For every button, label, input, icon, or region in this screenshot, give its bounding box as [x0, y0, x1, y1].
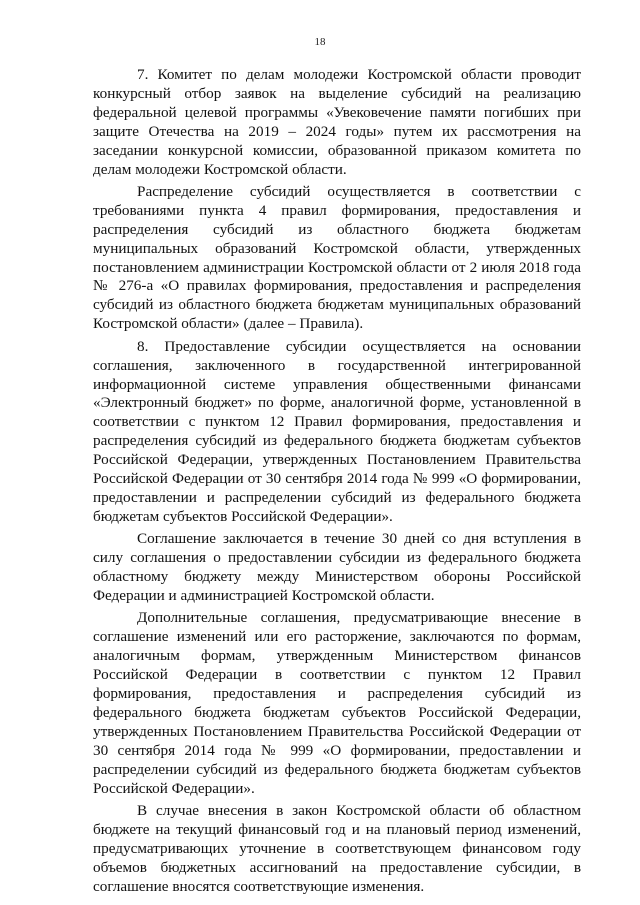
paragraph-agreement-term: Соглашение заключается в течение 30 дней со дня вступления в силу соглашения о предоставлении субсидии из федерального бюджета областному бюджету между Министерством обороны Российской Федерации и администрацией Костромской области.: [93, 530, 581, 604]
paragraph-distribution: Распределение субсидий осуществляется в соответствии с требованиями пункта 4 правил формирования, предоставления и распределения субсидий из областного бюджета бюджетам муниципальных образований Костромской области, утвержденных постановлением администрации Костромской области от 2 июля 2018 года № 276-а «О правилах формирования, предоставления и распределения субсидий из областного бюджета бюджетам муниципальных образований Костромской области» (далее – Правила).: [93, 182, 581, 333]
page-number: 18: [314, 36, 326, 48]
paragraph-additional-agreements: Дополнительные соглашения, предусматривающие внесение в соглашение изменений или его расторжение, заключаются по формам, аналогичным формам, утвержденным Министерством финансов Российской Федерации в соответствии с пунктом 12 Правил формирования, предоставления и распределения субсидий из федерального бюджета бюджетам субъектов Российской Федерации, утвержденных Постановлением Правительства Российской Федерации от 30 сентября 2014 года № 999 «О формировании, предоставлении и распределении субсидий из федерального бюджета бюджетам субъектов Российской Федерации».: [93, 609, 581, 797]
paragraph-budget-changes: В случае внесения в закон Костромской области об областном бюджете на текущий финансовый год и на плановый период изменений, предусматривающих уточнение в соответствующем финансовом году объемов бюджетных ассигнований на предоставление субсидии, в соглашение вносятся соответствующие изменения.: [93, 801, 581, 895]
paragraph-8: 8. Предоставление субсидии осуществляется на основании соглашения, заключенного в государственной интегрированной информационной системе управления общественными финансами «Электронный бюджет» по форме, аналогичной форме, установленной в соответствии с пунктом 12 Правил формирования, предоставления и распределения субсидий из федерального бюджета бюджетам субъектов Российской Федерации, утвержденных Постановлением Правительства Российской Федерации от 30 сентября 2014 года № 999 «О формировании, предоставлении и распределении субсидий из федерального бюджета бюджетам субъектов Российской Федерации».: [93, 337, 581, 525]
paragraph-7: 7. Комитет по делам молодежи Костромской области проводит конкурсный отбор заявок на выделение субсидий на реализацию федеральной целевой программы «Увековечение памяти погибших при защите Отечества на 2019 – 2024 годы» путем их рассмотрения на заседании конкурсной комиссии, образованной приказом комитета по делам молодежи Костромской области.: [93, 66, 581, 178]
document-body: [93, 66, 581, 900]
